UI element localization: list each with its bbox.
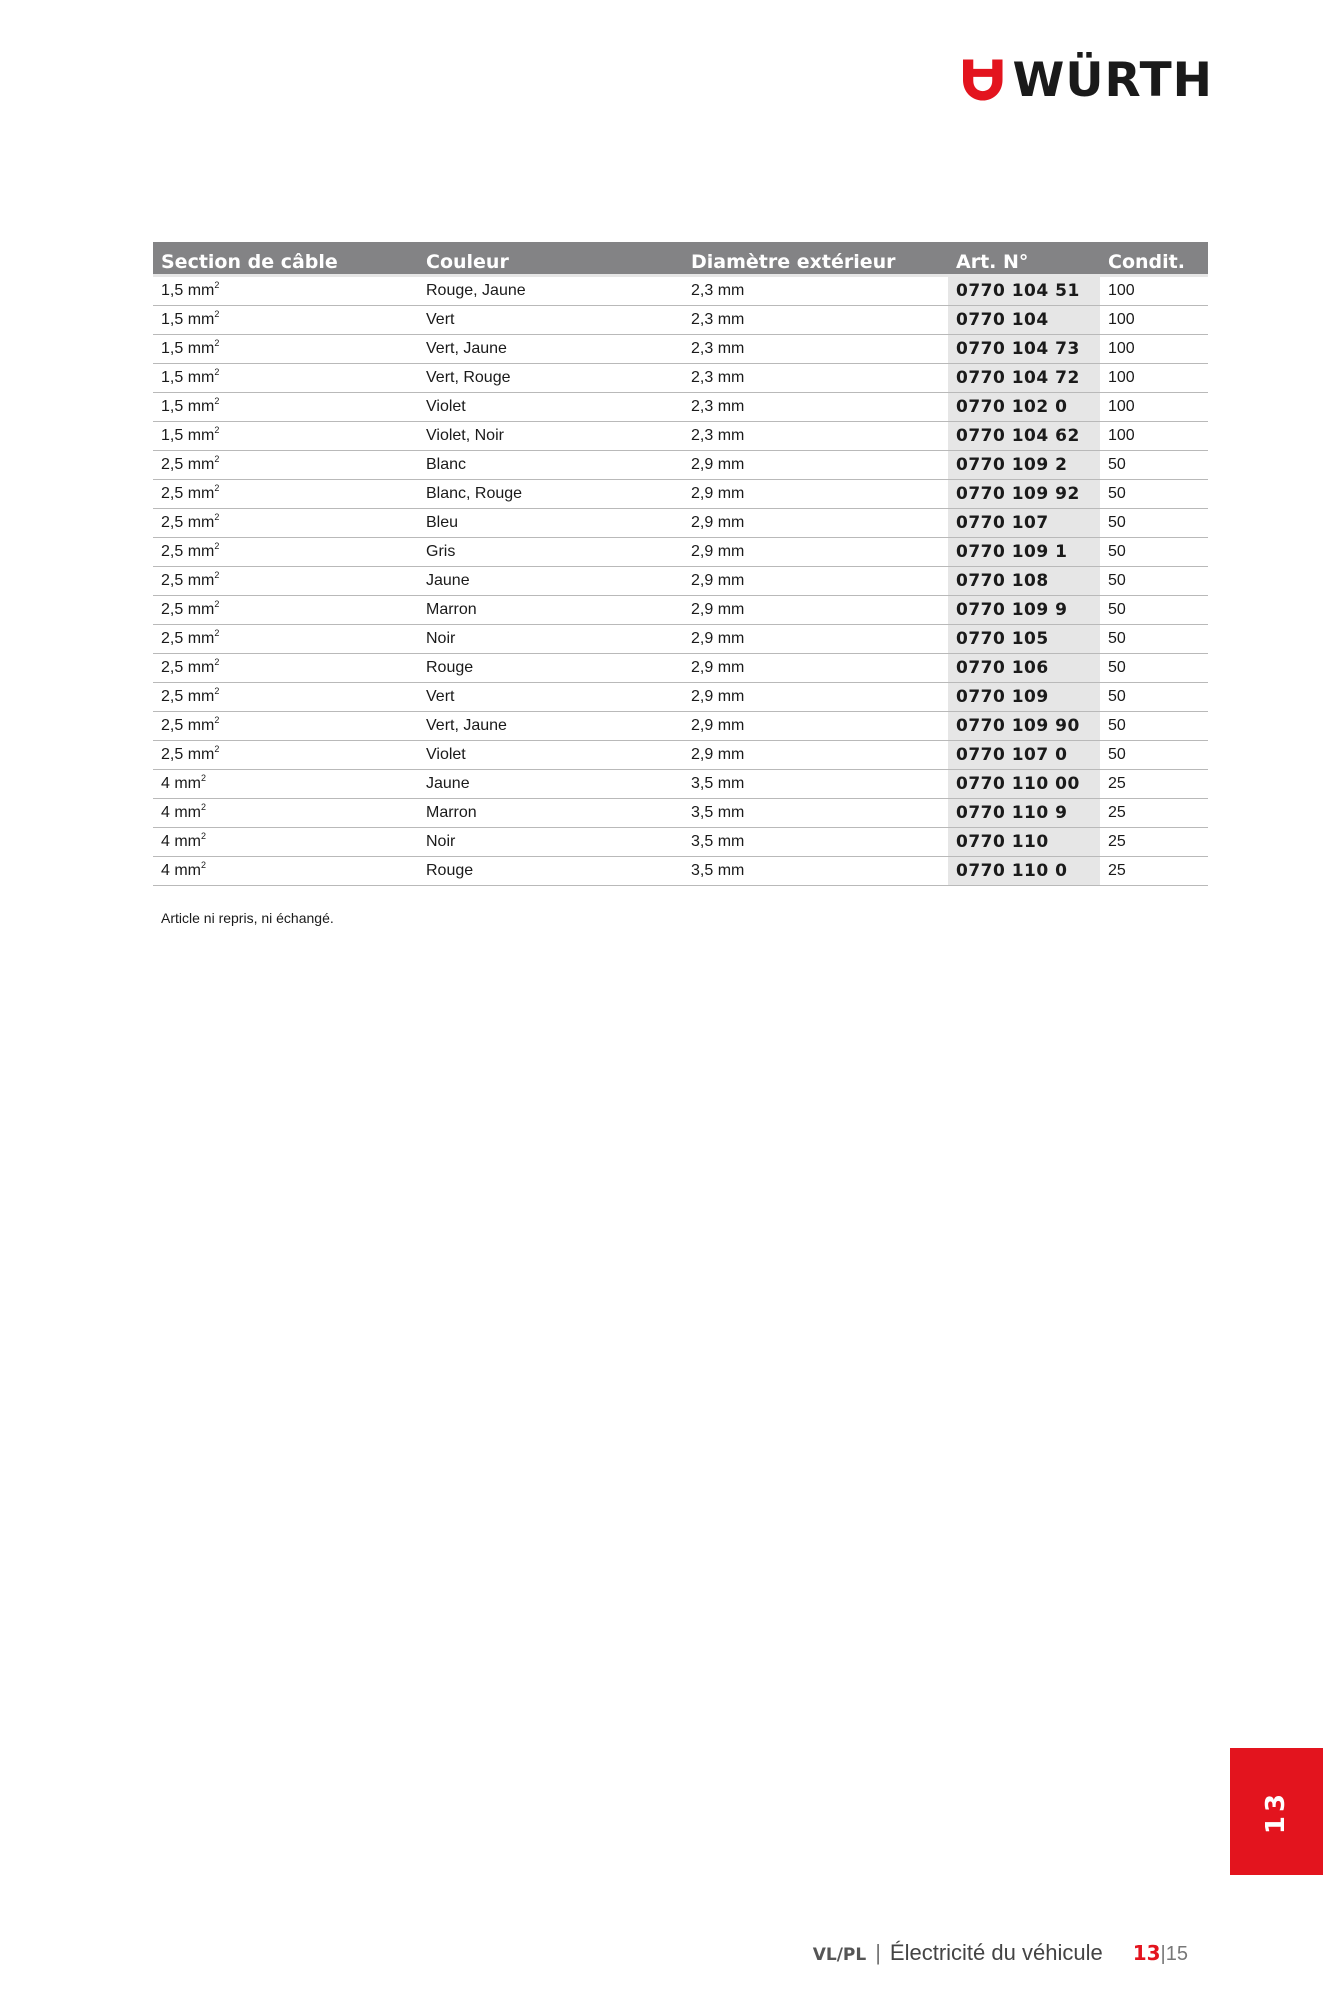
cell-art-no: 0770 109 1	[948, 538, 1100, 567]
wurth-logo	[963, 52, 1213, 108]
cell-section: 2,5 $mm^2$	[153, 509, 418, 538]
cell-art-no: 0770 106	[948, 654, 1100, 683]
superscript-2: 2	[214, 367, 220, 377]
cell-condit: 100	[1100, 422, 1208, 451]
cell-color: Vert, Jaune	[418, 335, 683, 364]
page-footer	[813, 1940, 1188, 1966]
cell-color: Bleu	[418, 509, 683, 538]
cell-art-no: 0770 110 00	[948, 770, 1100, 799]
cell-art-no: 0770 107	[948, 509, 1100, 538]
cell-diameter: 2,9 mm	[683, 683, 948, 712]
cell-art-no: 0770 104 72	[948, 364, 1100, 393]
table-row	[153, 364, 1208, 393]
table-row	[153, 306, 1208, 335]
cell-diameter: 2,9 mm	[683, 451, 948, 480]
cell-color: Noir	[418, 828, 683, 857]
table-row	[153, 509, 1208, 538]
cell-condit: 25	[1100, 857, 1208, 886]
header-art-no: Art. N°	[948, 242, 1100, 276]
cell-section: 4 $mm^2$	[153, 828, 418, 857]
cell-diameter: 2,3 mm	[683, 393, 948, 422]
cell-color: Rouge	[418, 857, 683, 886]
superscript-2: 2	[214, 512, 220, 522]
footer-chapter: 13	[1132, 1941, 1161, 1965]
superscript-2: 2	[214, 628, 220, 638]
cell-art-no: 0770 102 0	[948, 393, 1100, 422]
table-row	[153, 393, 1208, 422]
cell-art-no: 0770 110 0	[948, 857, 1100, 886]
superscript-2: 2	[214, 657, 220, 667]
cell-color: Marron	[418, 799, 683, 828]
cell-condit: 100	[1100, 393, 1208, 422]
table-row	[153, 828, 1208, 857]
cell-section: 2,5 $mm^2$	[153, 480, 418, 509]
product-table	[153, 242, 1208, 886]
cell-art-no: 0770 110	[948, 828, 1100, 857]
cell-section: 2,5 $mm^2$	[153, 596, 418, 625]
cell-condit: 100	[1100, 364, 1208, 393]
superscript-2: 2	[214, 338, 220, 348]
header-condit: Condit.	[1100, 242, 1208, 276]
cell-condit: 50	[1100, 741, 1208, 770]
cell-diameter: 2,9 mm	[683, 596, 948, 625]
table-row	[153, 335, 1208, 364]
cell-section: 1,5 $mm^2$	[153, 276, 418, 306]
footer-category: VL/PL	[812, 1945, 867, 1965]
cell-color: Jaune	[418, 770, 683, 799]
cell-section: 1,5 $mm^2$	[153, 422, 418, 451]
cell-diameter: 3,5 mm	[683, 828, 948, 857]
cell-condit: 50	[1100, 596, 1208, 625]
cell-condit: 100	[1100, 276, 1208, 306]
cell-color: Blanc, Rouge	[418, 480, 683, 509]
cell-diameter: 2,3 mm	[683, 422, 948, 451]
superscript-2: 2	[201, 773, 207, 783]
cell-diameter: 2,3 mm	[683, 335, 948, 364]
cell-diameter: 2,9 mm	[683, 741, 948, 770]
footer-page: 15	[1165, 1943, 1188, 1965]
cell-condit: 25	[1100, 770, 1208, 799]
cell-diameter: 2,9 mm	[683, 712, 948, 741]
cell-condit: 50	[1100, 654, 1208, 683]
cell-color: Marron	[418, 596, 683, 625]
cell-diameter: 3,5 mm	[683, 799, 948, 828]
superscript-2: 2	[214, 744, 220, 754]
cell-art-no: 0770 108	[948, 567, 1100, 596]
cell-section: 2,5 $mm^2$	[153, 683, 418, 712]
cell-condit: 50	[1100, 683, 1208, 712]
cell-section: 2,5 $mm^2$	[153, 654, 418, 683]
cell-color: Noir	[418, 625, 683, 654]
cell-color: Jaune	[418, 567, 683, 596]
cell-condit: 100	[1100, 335, 1208, 364]
cell-section: 1,5 $mm^2$	[153, 393, 418, 422]
cell-condit: 50	[1100, 625, 1208, 654]
cell-color: Gris	[418, 538, 683, 567]
cell-condit: 50	[1100, 538, 1208, 567]
cell-art-no: 0770 109	[948, 683, 1100, 712]
cell-color: Vert, Rouge	[418, 364, 683, 393]
cell-diameter: 3,5 mm	[683, 857, 948, 886]
cell-section: 1,5 $mm^2$	[153, 335, 418, 364]
cell-color: Vert	[418, 683, 683, 712]
superscript-2: 2	[214, 570, 220, 580]
superscript-2: 2	[214, 309, 220, 319]
chapter-tab	[1230, 1748, 1323, 1875]
cell-diameter: 2,9 mm	[683, 625, 948, 654]
cell-art-no: 0770 105	[948, 625, 1100, 654]
cell-section: 1,5 $mm^2$	[153, 364, 418, 393]
cell-section: 2,5 $mm^2$	[153, 741, 418, 770]
superscript-2: 2	[201, 802, 207, 812]
table-row	[153, 741, 1208, 770]
cell-section: 2,5 $mm^2$	[153, 625, 418, 654]
header-diameter: Diamètre extérieur	[683, 242, 948, 276]
cell-art-no: 0770 104 51	[948, 276, 1100, 306]
table-row	[153, 480, 1208, 509]
cell-condit: 50	[1100, 451, 1208, 480]
table-row	[153, 683, 1208, 712]
cell-diameter: 2,9 mm	[683, 509, 948, 538]
cell-color: Vert, Jaune	[418, 712, 683, 741]
cell-art-no: 0770 107 0	[948, 741, 1100, 770]
cell-color: Rouge, Jaune	[418, 276, 683, 306]
superscript-2: 2	[214, 483, 220, 493]
cell-color: Violet, Noir	[418, 422, 683, 451]
table-row	[153, 857, 1208, 886]
cell-section: 1,5 $mm^2$	[153, 306, 418, 335]
cell-diameter: 2,9 mm	[683, 654, 948, 683]
cell-art-no: 0770 109 92	[948, 480, 1100, 509]
cell-condit: 100	[1100, 306, 1208, 335]
brand-name: WÜRTH	[1012, 52, 1213, 108]
superscript-2: 2	[214, 541, 220, 551]
cell-art-no: 0770 110 9	[948, 799, 1100, 828]
cell-condit: 25	[1100, 828, 1208, 857]
cell-color: Vert	[418, 306, 683, 335]
cell-condit: 50	[1100, 480, 1208, 509]
cell-art-no: 0770 104 73	[948, 335, 1100, 364]
cell-color: Violet	[418, 393, 683, 422]
cell-section: 4 $mm^2$	[153, 770, 418, 799]
chapter-tab-number: 13	[1261, 1789, 1292, 1834]
superscript-2: 2	[201, 831, 207, 841]
cell-art-no: 0770 104 62	[948, 422, 1100, 451]
footer-page-separator: |	[1160, 1943, 1166, 1965]
superscript-2: 2	[214, 396, 220, 406]
header-color: Couleur	[418, 242, 683, 276]
cell-condit: 50	[1100, 509, 1208, 538]
table-row	[153, 276, 1208, 306]
cell-section: 2,5 $mm^2$	[153, 538, 418, 567]
superscript-2: 2	[214, 454, 220, 464]
cell-section: 2,5 $mm^2$	[153, 567, 418, 596]
footer-title: Électricité du véhicule	[889, 1940, 1103, 1965]
cell-condit: 50	[1100, 567, 1208, 596]
cell-section: 2,5 $mm^2$	[153, 712, 418, 741]
table-row	[153, 625, 1208, 654]
cell-diameter: 2,3 mm	[683, 276, 948, 306]
cell-diameter: 2,9 mm	[683, 480, 948, 509]
superscript-2: 2	[214, 425, 220, 435]
cell-art-no: 0770 104	[948, 306, 1100, 335]
cell-diameter: 2,9 mm	[683, 538, 948, 567]
table-header-row	[153, 242, 1208, 276]
table-row	[153, 422, 1208, 451]
footer-separator: |	[875, 1940, 881, 1965]
superscript-2: 2	[214, 686, 220, 696]
cell-diameter: 2,3 mm	[683, 364, 948, 393]
table-row	[153, 567, 1208, 596]
cell-color: Blanc	[418, 451, 683, 480]
cell-diameter: 2,3 mm	[683, 306, 948, 335]
cell-art-no: 0770 109 2	[948, 451, 1100, 480]
cell-condit: 25	[1100, 799, 1208, 828]
cell-section: 2,5 $mm^2$	[153, 451, 418, 480]
cell-diameter: 2,9 mm	[683, 567, 948, 596]
superscript-2: 2	[214, 599, 220, 609]
cell-color: Rouge	[418, 654, 683, 683]
cell-section: 4 $mm^2$	[153, 799, 418, 828]
cell-art-no: 0770 109 9	[948, 596, 1100, 625]
footnote: Article ni repris, ni échangé.	[161, 910, 334, 926]
cell-art-no: 0770 109 90	[948, 712, 1100, 741]
wurth-logo-icon	[963, 54, 1003, 106]
table-row	[153, 654, 1208, 683]
table-row	[153, 712, 1208, 741]
cell-diameter: 3,5 mm	[683, 770, 948, 799]
table-row	[153, 770, 1208, 799]
cell-color: Violet	[418, 741, 683, 770]
table-row	[153, 538, 1208, 567]
cell-section: 4 $mm^2$	[153, 857, 418, 886]
table-row	[153, 596, 1208, 625]
table-row	[153, 799, 1208, 828]
header-section: Section de câble	[153, 242, 418, 276]
superscript-2: 2	[214, 280, 220, 290]
superscript-2: 2	[214, 715, 220, 725]
table-row	[153, 451, 1208, 480]
superscript-2: 2	[201, 860, 207, 870]
cell-condit: 50	[1100, 712, 1208, 741]
